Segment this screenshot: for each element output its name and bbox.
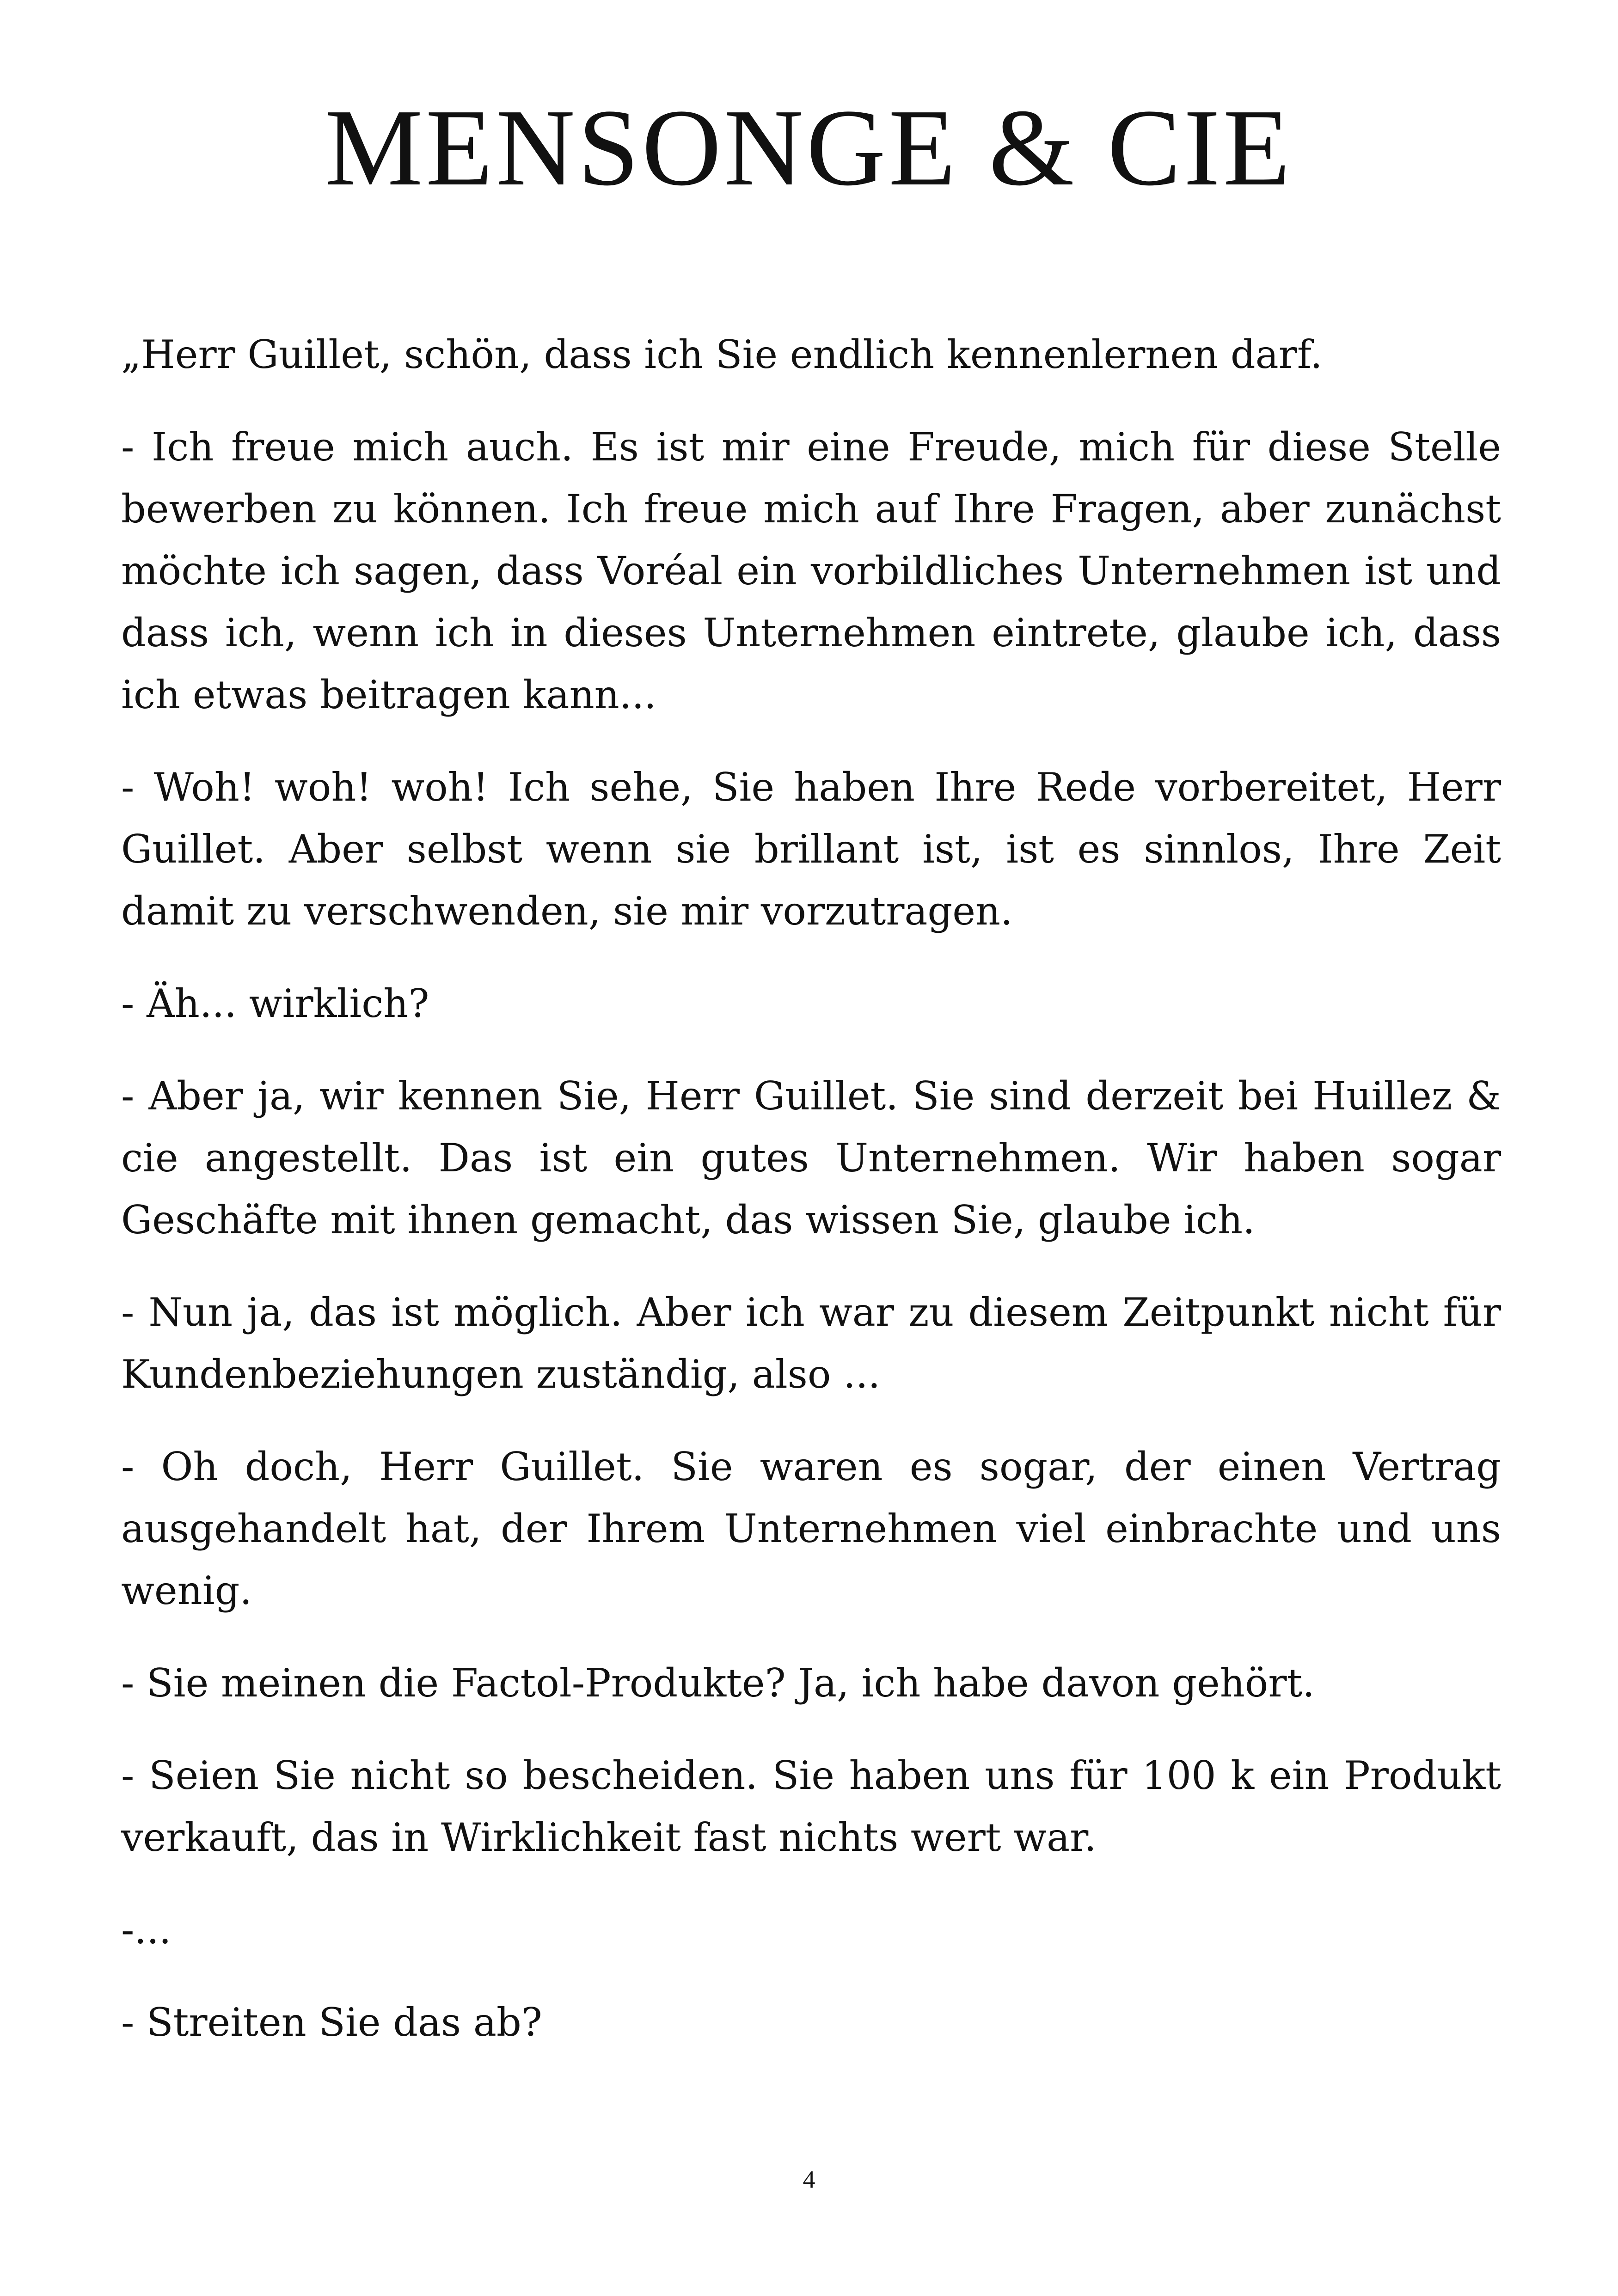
page-title: MENSONGE & CIE — [325, 87, 1293, 208]
paragraph-7: - Oh doch, Herr Guillet. Sie waren es sogar, der einen Vertrag ausgehandelt hat, der Ihrem Unternehmen viel einbrachte und uns wenig. — [121, 1444, 1501, 1613]
body-text — [121, 324, 1501, 2084]
paragraph-11: - Streiten Sie das ab? — [121, 2000, 542, 2045]
paragraph-2: - Ich freue mich auch. Es ist mir eine Freude, mich für diese Stelle bewerben zu können. Ich freue mich auf Ihre Fragen, aber zunächst möchte ich sagen, dass Voréal ein vorbildliches Unternehmen ist und dass ich, wenn ich in dieses Unternehmen eintrete, glaube ich, dass ich etwas beitragen kann... — [121, 424, 1501, 717]
paragraph-1: „Herr Guillet, schön, dass ich Sie endlich kennenlernen darf. — [121, 332, 1323, 377]
paragraph-3: - Woh! woh! woh! Ich sehe, Sie haben Ihre Rede vorbereitet, Herr Guillet. Aber selbst wenn sie brillant ist, ist es sinnlos, Ihre Zeit damit zu verschwenden, sie mir vorzutragen. — [121, 765, 1501, 934]
paragraph-9: - Seien Sie nicht so bescheiden. Sie haben uns für 100 k ein Produkt verkauft, das in Wirklichkeit fast nichts wert war. — [121, 1753, 1501, 1860]
paragraph-8: - Sie meinen die Factol-Produkte? Ja, ich habe davon gehört. — [121, 1660, 1315, 1706]
paragraph-5: - Aber ja, wir kennen Sie, Herr Guillet. Sie sind derzeit bei Huillez & cie angestellt. Das ist ein gutes Unternehmen. Wir haben sogar Geschäfte mit ihnen gemacht, das wissen Sie, glaube ich. — [121, 1073, 1501, 1243]
page-number: 4 — [803, 2166, 815, 2193]
paragraph-6: - Nun ja, das ist möglich. Aber ich war zu diesem Zeitpunkt nicht für Kundenbeziehungen zuständig, also ... — [121, 1290, 1501, 1397]
paragraph-10: -... — [121, 1907, 172, 1953]
paragraph-4: - Äh... wirklich? — [121, 981, 429, 1026]
